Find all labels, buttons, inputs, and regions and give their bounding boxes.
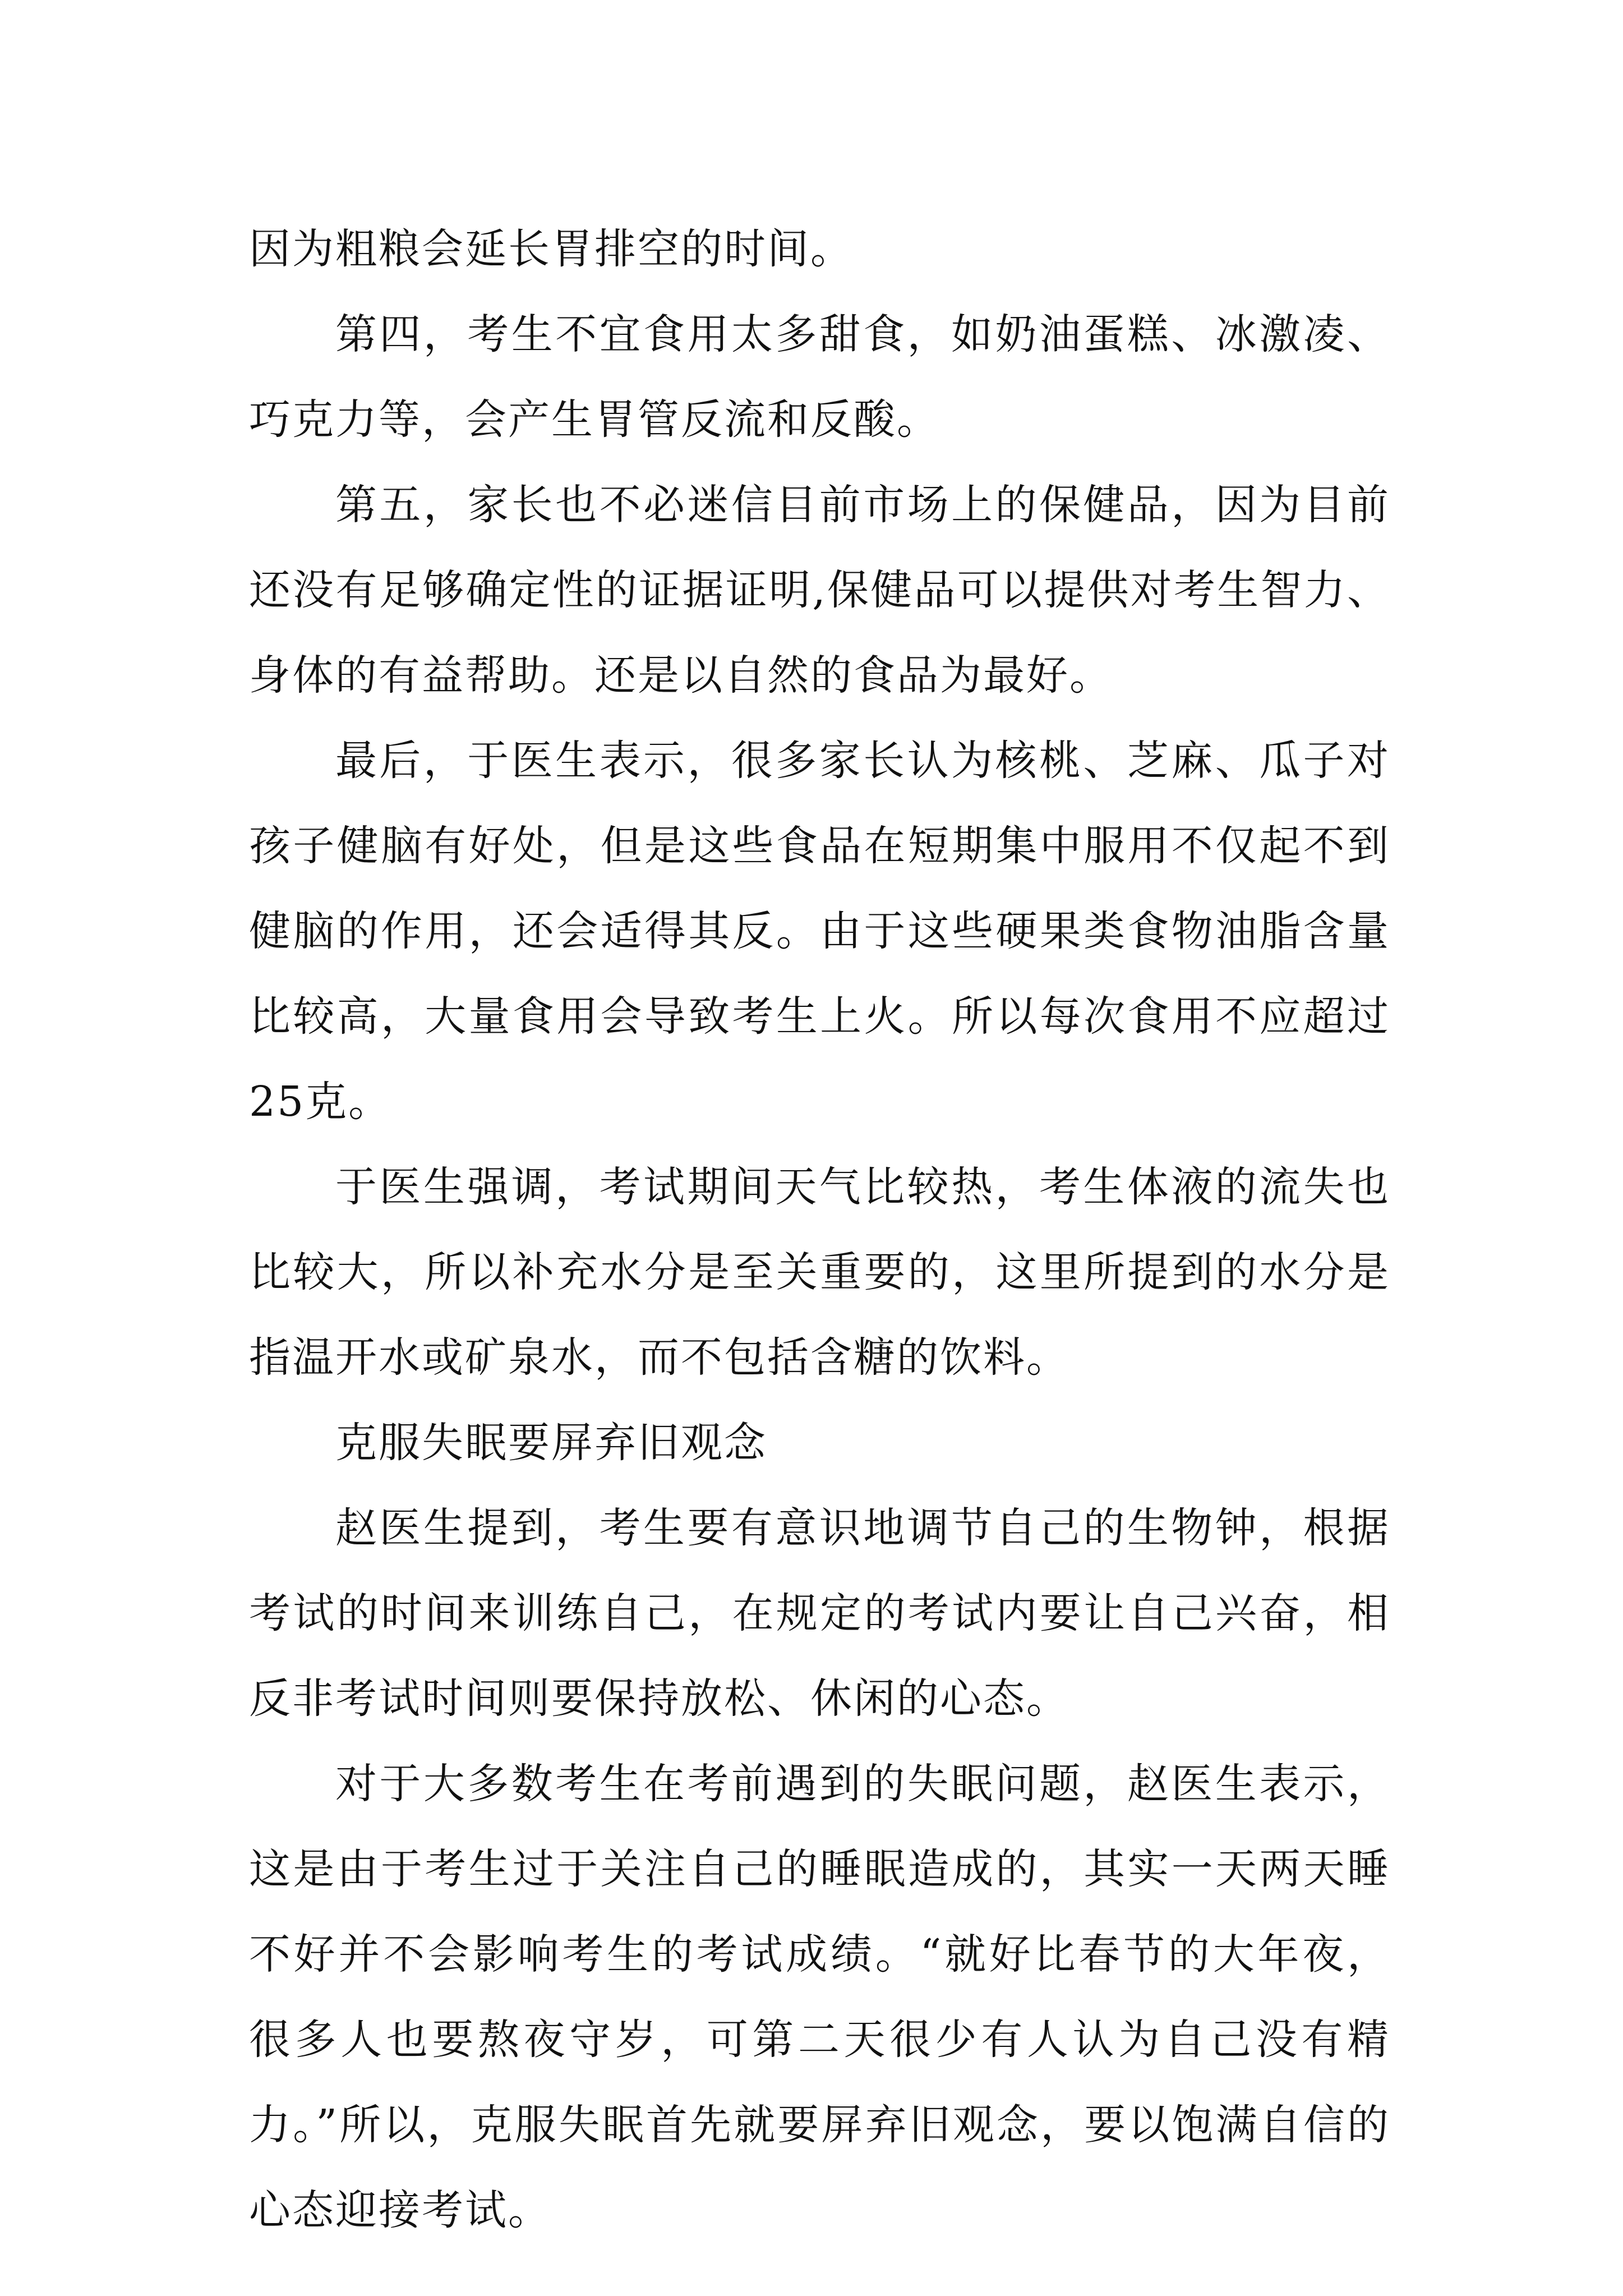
paragraph-1: 因为粗粮会延长胃排空的时间。 — [249, 225, 854, 273]
paragraph-3: 第五，家长也不必迷信目前市场上的保健品，因为目前还没有足够确定性的证据证明,保健品可以提供对考生智力、身体的有益帮助。还是以自然的食品为最好。 — [249, 481, 1390, 700]
paragraph-5: 于医生强调，考试期间天气比较热，考生体液的流失也比较大，所以补充水分是至关重要的，这里所提到的水分是指温开水或矿泉水，而不包括含糖的饮料。 — [249, 1163, 1390, 1382]
paragraph-4: 最后，于医生表示，很多家长认为核桃、芝麻、瓜子对孩子健脑有好处，但是这些食品在短期集中服用不仅起不到健脑的作用，还会适得其反。由于这些硬果类食物油脂含量比较高，大量食用会导致考生上火。所以每次食用不应超过25克。 — [249, 737, 1390, 1126]
document-body — [249, 206, 1390, 2253]
paragraph-2: 第四，考生不宜食用太多甜食，如奶油蛋糕、冰激凌、巧克力等，会产生胃管反流和反酸。 — [249, 310, 1390, 444]
section-heading: 克服失眠要屏弃旧观念 — [335, 1419, 767, 1467]
paragraph-7: 赵医生提到，考生要有意识地调节自己的生物钟，根据考试的时间来训练自己，在规定的考试内要让自己兴奋，相反非考试时间则要保持放松、休闲的心态。 — [249, 1504, 1390, 1723]
paragraph-8: 对于大多数考生在考前遇到的失眠问题，赵医生表示，这是由于考生过于关注自己的睡眠造成的，其实一天两天睡不好并不会影响考生的考试成绩。“就好比春节的大年夜，很多人也要熬夜守岁，可第二天很少有人认为自己没有精力。”所以，克服失眠首先就要屏弃旧观念，要以饱满自信的心态迎接考试。 — [249, 1760, 1390, 2234]
